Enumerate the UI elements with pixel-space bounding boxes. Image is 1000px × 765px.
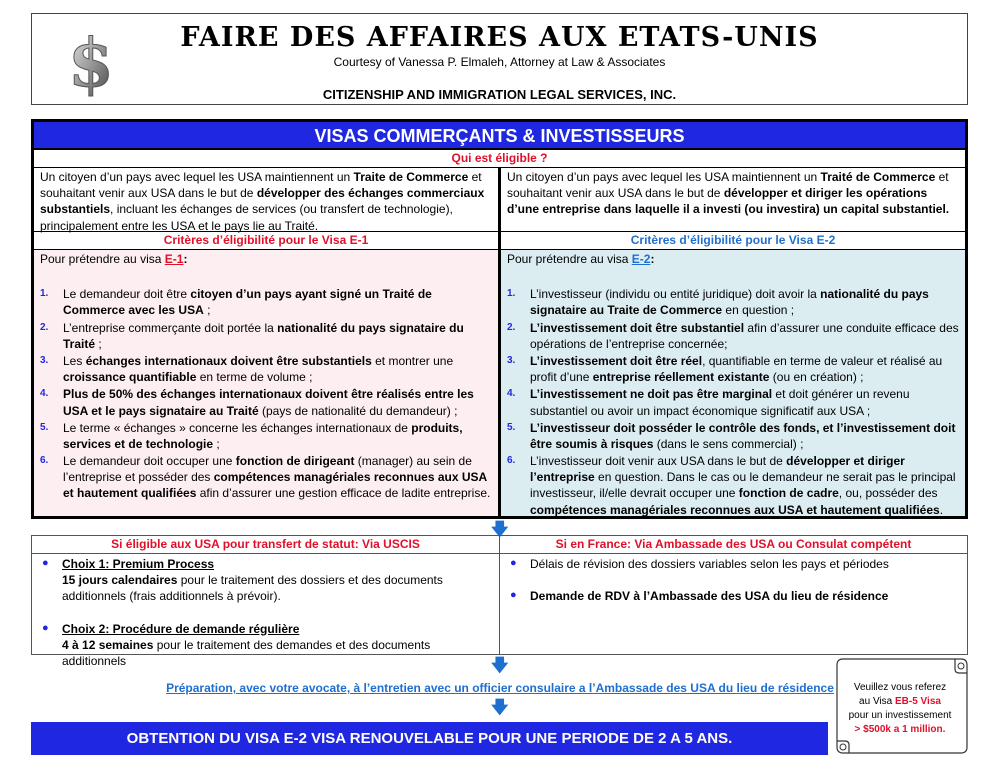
criteria-item: 5. L’investisseur doit posséder le contrôle des fonds, et l’investissement doit être soumis à risques (dans le sens commercial) ; xyxy=(507,420,956,451)
procedure-body xyxy=(32,554,967,668)
choice-1: ● Choix 1: Premium Process 15 jours calendaires pour le traitement des dossiers et des documents additionnels (frais additionnels à prévoir). xyxy=(42,557,443,604)
uscis-options xyxy=(32,554,499,668)
visa-table xyxy=(31,119,968,519)
result-banner: OBTENTION DU VISA E-2 VISA RENOUVELABLE POUR UNE PERIODE DE 2 A 5 ANS. xyxy=(31,722,828,755)
svg-text:$: $ xyxy=(68,24,114,99)
e1-criteria-header: Critères d’éligibilité pour le Visa E-1 xyxy=(163,233,369,247)
e1-link[interactable]: E-1 xyxy=(164,252,184,266)
preparation-link[interactable]: Préparation, avec votre avocate, à l’entretien avec un officier consulaire a l’Ambassade des USA du lieu de résidence xyxy=(166,681,834,695)
embassy-item-1: ● Délais de révision des dossiers variables selon les pays et périodes xyxy=(510,557,889,571)
e2-lead: Pour prétendre au visa E-2: xyxy=(507,252,655,266)
criteria-item: 1. L’investisseur (individu ou entité juridique) doit avoir la nationalité du pays signataire au Traite de Commerce en question ; xyxy=(507,287,929,318)
e1-criteria-list xyxy=(40,286,492,501)
e1-lead: Pour prétendre au visa E-1: xyxy=(40,252,188,266)
procedure-header-row xyxy=(32,536,967,554)
bullet-icon: ● xyxy=(42,557,49,569)
criteria-item: 6. Le demandeur doit occuper une fonction de dirigeant (manager) au sein de l’entreprise et posséder des compétences managériales reconnues aux USA et hautement qualifiées afin d’assurer une gestion efficace de ladite entreprise. xyxy=(40,454,491,501)
criteria-item: 4. L’investissement ne doit pas être marginal et doit générer un revenu substantiel ou avoir un impact économique significatif aux USA ; xyxy=(507,387,910,418)
e2-criteria-list xyxy=(507,286,959,518)
criteria-item: 5. Le terme « échanges » concerne les échanges internationaux de produits, services et de technologie ; xyxy=(40,420,463,451)
e1-criteria xyxy=(34,250,498,516)
criteria-item: 1. Le demandeur doit être citoyen d’un pays ayant signé un Traité de Commerce avec les USA ; xyxy=(40,287,432,318)
e2-criteria-header: Critères d’éligibilité pour le Visa E-2 xyxy=(498,232,965,249)
page-title: FAIRE DES AFFAIRES AUX ETATS-UNIS xyxy=(180,22,819,53)
embassy-item-2: ● Demande de RDV à l’Ambassade des USA du lieu de résidence xyxy=(510,589,889,604)
visa-banner: VISAS COMMERÇANTS & INVESTISSEURS xyxy=(34,122,965,150)
arrow-down-icon: 🡇 xyxy=(491,520,509,539)
courtesy-line: Courtesy of Vanessa P. Elmaleh, Attorney at Law & Associates xyxy=(333,55,666,69)
bullet-icon: ● xyxy=(510,589,517,602)
criteria-item: 2. L’entreprise commerçante doit portée la nationalité du pays signataire du Traité ; xyxy=(40,320,464,351)
bullet-icon: ● xyxy=(42,621,49,634)
criteria-item: 4. Plus de 50% des échanges internationaux doivent être réalisés entre les USA et le pays signataire au Traité (pays de nationalité du demandeur) ; xyxy=(40,387,474,418)
criteria-item: 3. L’investissement doit être réel, quantifiable en terme de valeur et réalisé au profit d’une entreprise réellement existante (ou en création) ; xyxy=(507,353,943,385)
eligibility-title: Qui est éligible ? xyxy=(34,150,965,168)
criteria-item: 6. L’investisseur doit venir aux USA dans le but de développer et diriger l’entreprise en question. Dans le cas ou le demandeur ne serait pas le principal investisseur, il/elle devrait occuper une fonction de cadre, ou, posséder des compétences managériales reconnues aux USA et hautement qualifiées. xyxy=(507,454,956,517)
criteria-item: 3. Les échanges internationaux doivent être substantiels et montrer une croissance quantifiable en terme de volume ; xyxy=(40,353,454,385)
choice-2: ● Choix 2: Procédure de demande régulière 4 à 12 semaines pour le traitement des demandes et des documents additionnels xyxy=(42,621,431,668)
criteria-row xyxy=(34,250,965,516)
document-header xyxy=(31,13,968,105)
e2-intro: Un citoyen d’un pays avec lequel les USA maintiennent un Traité de Commerce et souhaitant venir aux USA dans le but de développer et diriger les opérations d’une entreprise dans laquelle il a investi (ou investira) un capital substantiel. xyxy=(498,168,965,231)
eb5-note-text: Veuillez vous referez au Visa EB-5 Visa pour un investissement > $500k a 1 million. xyxy=(848,682,952,735)
e2-link[interactable]: E-2 xyxy=(631,252,651,266)
embassy-header: Si en France: Via Ambassade des USA ou Consulat compétent xyxy=(499,536,967,553)
bullet-icon: ● xyxy=(510,557,517,569)
uscis-header: Si éligible aux USA pour transfert de statut: Via USCIS xyxy=(111,537,420,551)
arrow-down-icon: 🡇 xyxy=(491,656,509,675)
eligibility-row xyxy=(34,168,965,232)
firm-name: CITIZENSHIP AND IMMIGRATION LEGAL SERVICES, INC. xyxy=(322,87,677,102)
criteria-header-row xyxy=(34,232,965,250)
procedure-table xyxy=(31,535,968,668)
eb5-note xyxy=(831,657,969,757)
e1-intro: Un citoyen d’un pays avec lequel les USA maintiennent un Traite de Commerce et souhaitant venir aux USA dans le but de développer des échanges commerciaux substantiels, incluant les échanges de services (ou transfert de technologie), principalement entre les USA et le pays lie au Traité. xyxy=(40,170,485,233)
arrow-down-icon: 🡇 xyxy=(491,698,509,717)
embassy-options xyxy=(499,554,967,654)
e2-criteria xyxy=(498,250,965,516)
criteria-item: 2. L’investissement doit être substantiel afin d’assurer une conduite efficace des opérations de l’entreprise concernée; xyxy=(507,320,959,351)
